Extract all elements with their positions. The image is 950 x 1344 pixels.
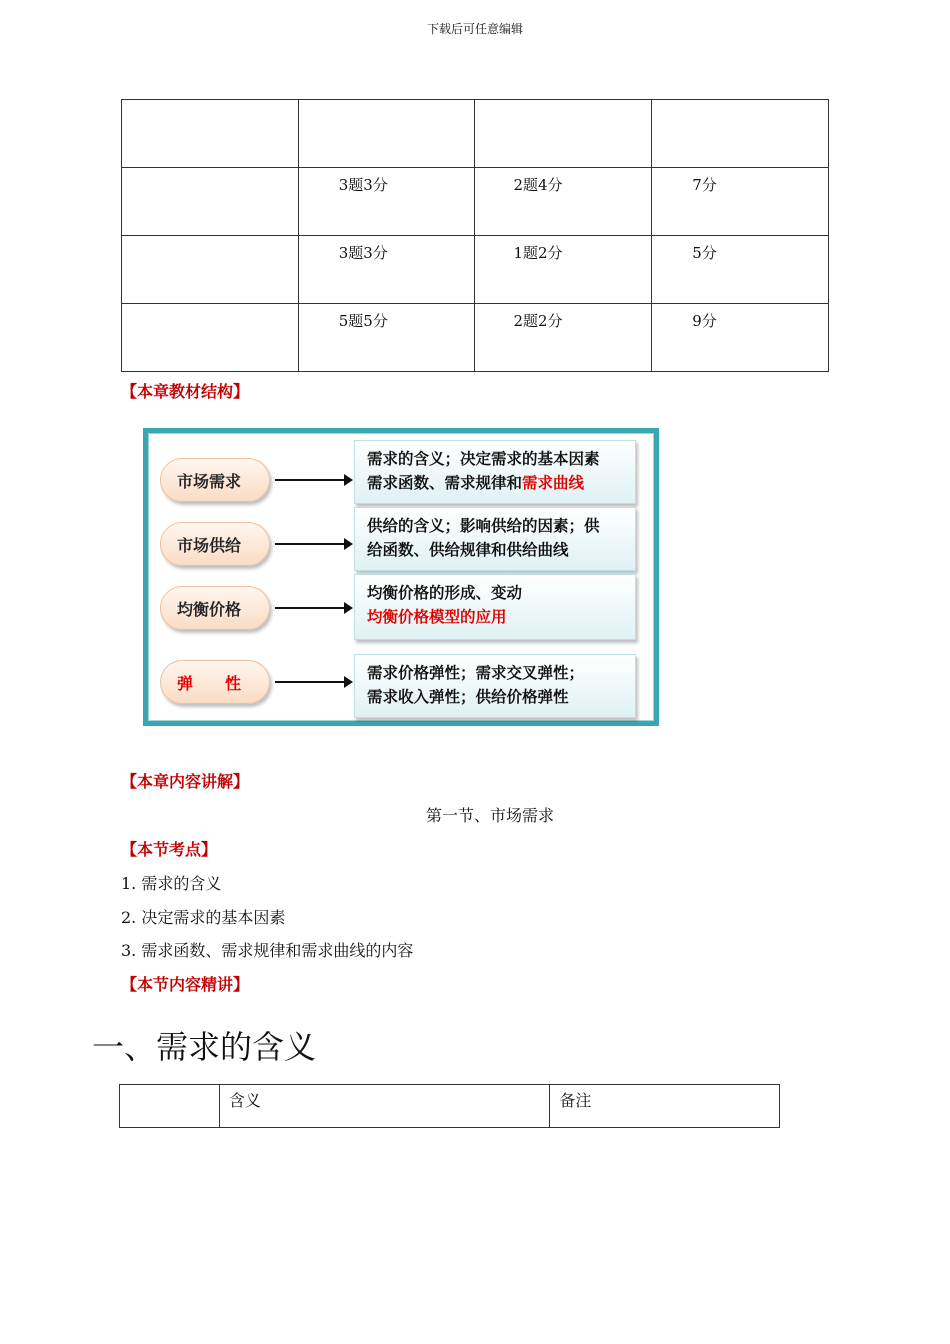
section-label-structure: 【本章教材结构】 bbox=[121, 382, 250, 401]
table-cell bbox=[122, 100, 299, 168]
table-cell bbox=[652, 100, 829, 168]
topic-box-supply bbox=[354, 507, 636, 571]
topic-line bbox=[367, 605, 625, 629]
topic-line: 需求收入弹性；供给价格弹性 bbox=[367, 688, 569, 706]
table-row bbox=[122, 168, 829, 236]
table-cell: 5分 bbox=[652, 236, 829, 304]
table-cell bbox=[122, 168, 299, 236]
page-heading: 一、需求的含义 bbox=[92, 1028, 317, 1066]
table-cell bbox=[122, 236, 299, 304]
table-row bbox=[122, 236, 829, 304]
arrow-icon bbox=[275, 607, 351, 609]
table-header-cell: 含义 bbox=[219, 1085, 549, 1128]
chapter-structure-diagram bbox=[143, 428, 659, 726]
topic-line: 需求价格弹性；需求交叉弹性； bbox=[367, 664, 585, 682]
topic-line: 需求函数、需求规律和需求曲线 bbox=[367, 474, 585, 492]
topic-line: 供给的含义；影响供给的因素；供 bbox=[367, 517, 600, 535]
arrow-icon bbox=[275, 681, 351, 683]
arrow-icon bbox=[275, 543, 351, 545]
topic-box-equilibrium bbox=[354, 574, 636, 640]
table-row bbox=[122, 304, 829, 372]
table-cell: 3题3分 bbox=[298, 168, 475, 236]
table-cell: 7分 bbox=[652, 168, 829, 236]
topic-pill-demand: 市场需求 bbox=[160, 458, 270, 502]
list-item: 2. 决定需求的基本因素 bbox=[121, 908, 286, 927]
topic-line: 给函数、供给规律和供给曲线 bbox=[367, 541, 569, 559]
section-label-content: 【本章内容讲解】 bbox=[121, 772, 250, 791]
section-title: 第一节、市场需求 bbox=[425, 806, 554, 825]
highlight-text: 需求曲线 bbox=[522, 474, 585, 492]
section-label-exam-points: 【本节考点】 bbox=[121, 840, 218, 859]
table-row bbox=[120, 1085, 780, 1128]
highlight-text: 均衡价格模型的应用 bbox=[367, 608, 507, 626]
table-cell: 2题4分 bbox=[475, 168, 652, 236]
topic-pill-supply: 市场供给 bbox=[160, 522, 270, 566]
table-header-cell: 备注 bbox=[550, 1085, 780, 1128]
topic-box-demand bbox=[354, 440, 636, 504]
diagram-panel bbox=[148, 433, 654, 721]
list-item: 3. 需求函数、需求规律和需求曲线的内容 bbox=[121, 941, 414, 960]
topic-line: 均衡价格的形成、变动 bbox=[367, 584, 523, 602]
table-header-cell bbox=[120, 1085, 220, 1128]
table-cell: 3题3分 bbox=[298, 236, 475, 304]
table-cell: 2题2分 bbox=[475, 304, 652, 372]
table-cell bbox=[475, 100, 652, 168]
page-header: 下载后可任意编辑 bbox=[426, 22, 523, 36]
topic-box-elasticity bbox=[354, 654, 636, 718]
topic-pill-elasticity: 弹 性 bbox=[160, 660, 270, 704]
table-cell: 9分 bbox=[652, 304, 829, 372]
topic-pill-equilibrium: 均衡价格 bbox=[160, 586, 270, 630]
section-label-detail: 【本节内容精讲】 bbox=[121, 975, 250, 994]
list-item: 1. 需求的含义 bbox=[121, 874, 222, 893]
table-cell: 1题2分 bbox=[475, 236, 652, 304]
definition-table bbox=[119, 1084, 780, 1128]
topic-line: 需求的含义；决定需求的基本因素 bbox=[367, 450, 600, 468]
table-cell bbox=[122, 304, 299, 372]
table-row bbox=[122, 100, 829, 168]
table-cell: 5题5分 bbox=[298, 304, 475, 372]
arrow-icon bbox=[275, 479, 351, 481]
table-cell bbox=[298, 100, 475, 168]
score-table bbox=[121, 99, 829, 372]
